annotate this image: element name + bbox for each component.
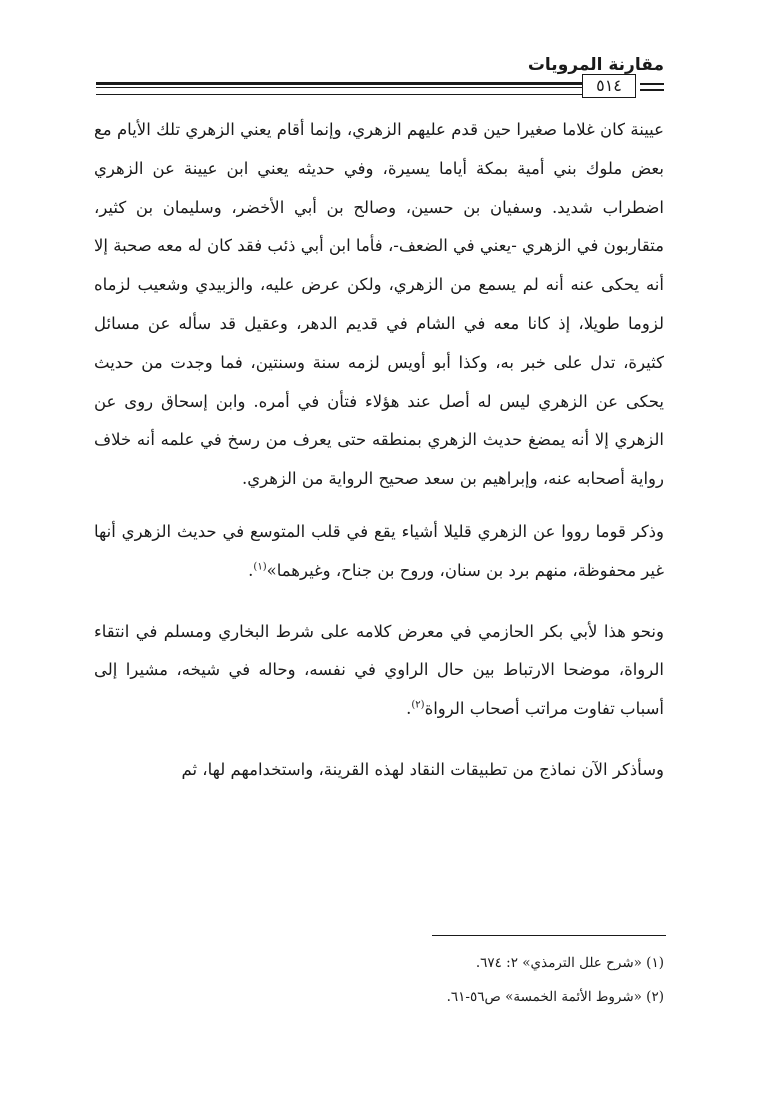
footnote-separator	[432, 935, 666, 936]
page-number: ٥١٤	[596, 76, 622, 95]
paragraph-text: وذكر قوما رووا عن الزهري قليلا أشياء يقع في قلب المتوسع في حديث الزهري أنها غير محفوظة، منهم برد بن سنان، وروح بن جناح، وغيرهما»	[94, 521, 664, 580]
paragraph: وذكر قوما رووا عن الزهري قليلا أشياء يقع في قلب المتوسع في حديث الزهري أنها غير محفوظة، منهم برد بن سنان، وروح بن جناح، وغيرهما»$^{(١)}$.	[94, 521, 664, 580]
page-number-ornament	[640, 89, 664, 91]
footnote-marker[interactable]: (١)	[253, 561, 267, 573]
paragraph-text: ونحو هذا لأبي بكر الحازمي في معرض كلامه على شرط البخاري ومسلم في انتقاء الرواة، موضحا الارتباط بين حال الراوي في نفسه، وحاله في شيخه، مشيرا إلى أسباب تفاوت مراتب أصحاب الرواة	[94, 621, 664, 719]
header-rule-bottom	[96, 94, 582, 95]
footnote: (١) «شرح علل الترمذي» ٢: ٦٧٤.	[475, 955, 664, 971]
page-number-ornament	[640, 83, 664, 85]
footnote: (٢) «شروط الأئمة الخمسة» ص٥٦-٦١.	[446, 989, 664, 1005]
header-rule-thin	[96, 87, 582, 88]
page-number-box	[582, 74, 636, 98]
footnote-marker[interactable]: (٢)	[411, 699, 425, 711]
paragraph: وسأذكر الآن نماذج من تطبيقات النقاد لهذه القرينة، واستخدامهم لها، ثم	[181, 759, 664, 779]
paragraph: عيينة كان غلاما صغيرا حين قدم عليهم الزهري، وإنما أقام يعني الزهري تلك الأيام مع بعض ملوك بني أمية بمكة أياما يسيرة، وفي حديثه يعني ابن عيينة عن الزهري اضطراب شديد. وسفيان بن حسين، وصالح بن أبي الأخضر، وسليمان بن كثير، متقاربون في الزهري -يعني في الضعف-، فأما ابن أبي ذئب فقد كان له معه صحبة إلا أنه يحكى عنه أنه لم يسمع من الزهري، ولكن عرض عليه، والزبيدي وشعيب لزماه لزوما طويلا، إذ كانا معه في الشام في قديم الدهر، وعقيل قد سأله عن مسائل كثيرة، تدل على خبر به، وكذا أبو أويس لزمه سنة وسنتين، فما وجدت من حديث يحكى عن الزهري ليس له أصل عند هؤلاء فتأن في أمره. وابن إسحاق روى عن الزهري إلا أنه يمضغ حديث الزهري بمنطقه حتى يعرف من رسخ في علمه أنه خلاف رواية أصحابه عنه، وإبراهيم بن سعد صحيح الرواية من الزهري.	[94, 120, 664, 489]
main-text	[94, 111, 664, 790]
paragraph: ونحو هذا لأبي بكر الحازمي في معرض كلامه على شرط البخاري ومسلم في انتقاء الرواة، موضحا الارتباط بين حال الراوي في نفسه، وحاله في شيخه، مشيرا إلى أسباب تفاوت مراتب أصحاب الرواة$^{(٢)}$.	[94, 621, 664, 719]
header-rule-thick	[96, 82, 582, 85]
running-title: مقارنة المرويات	[527, 55, 664, 75]
footnotes	[94, 946, 664, 1014]
